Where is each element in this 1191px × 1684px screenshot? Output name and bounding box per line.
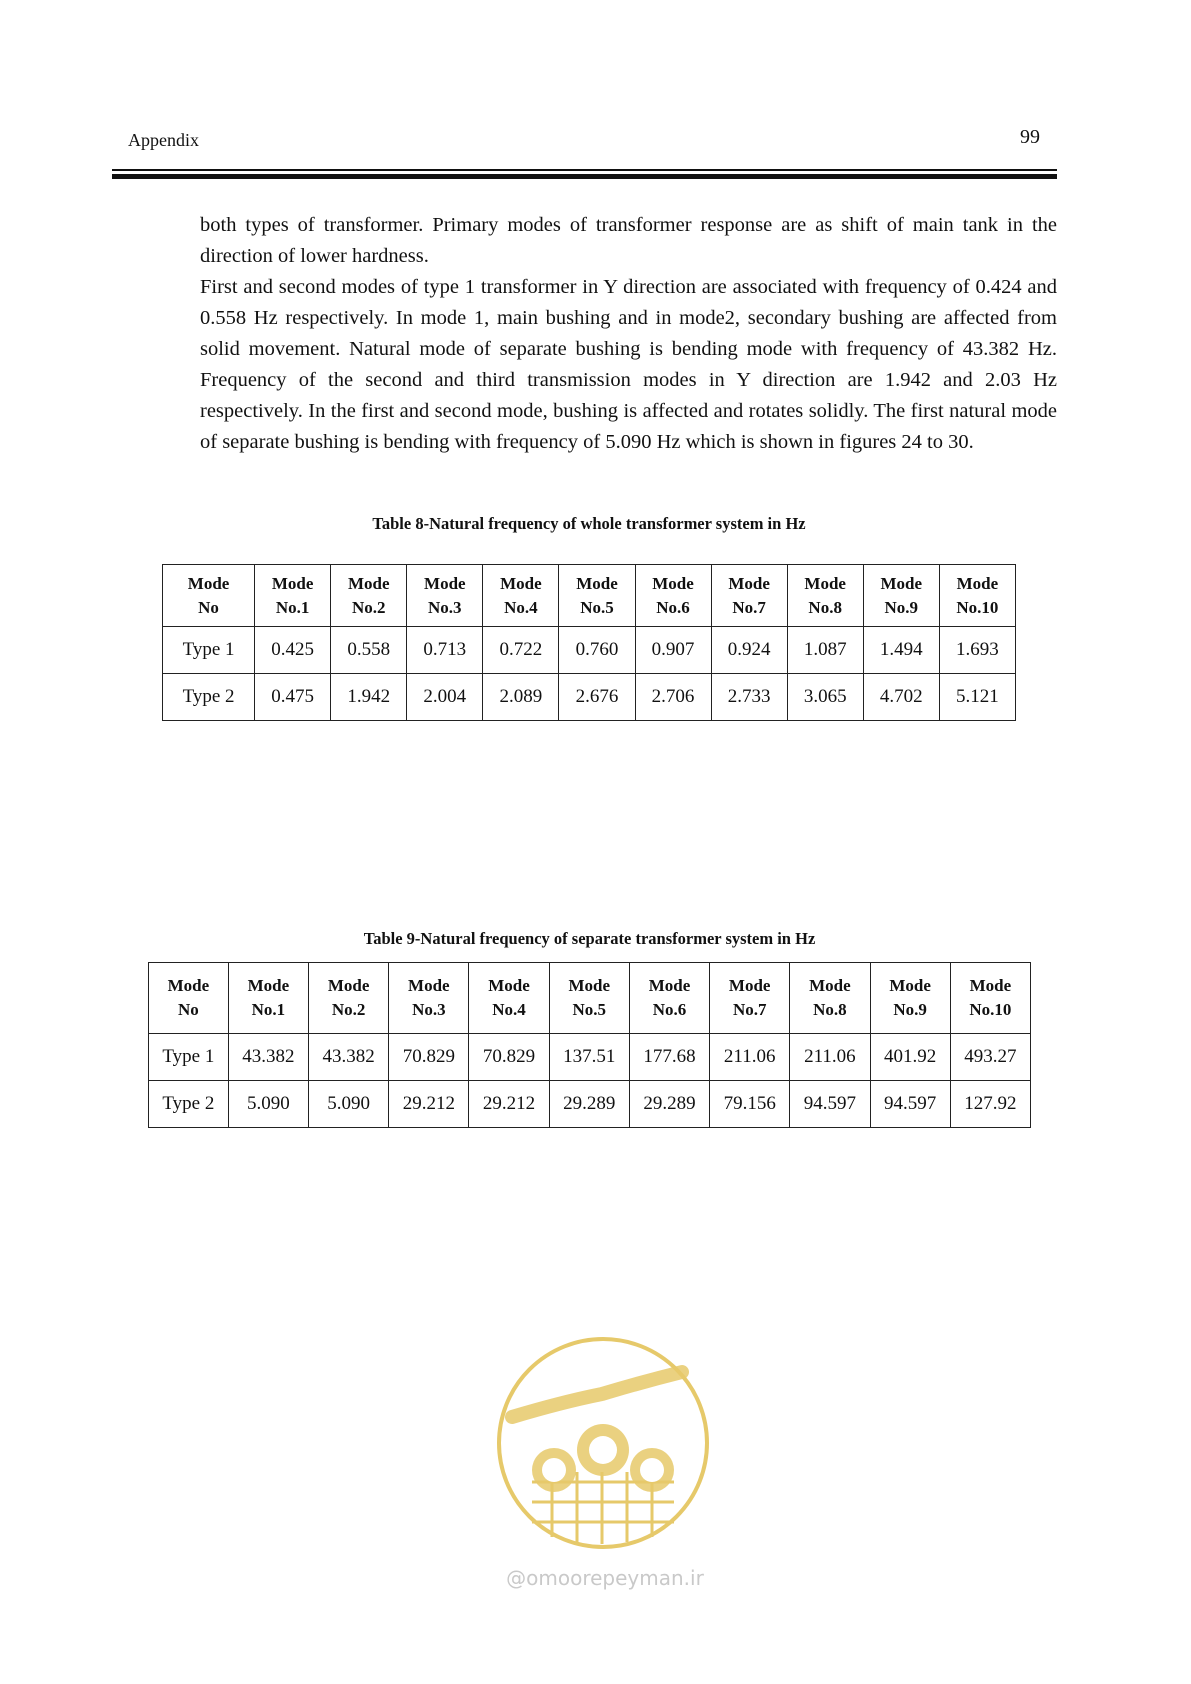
column-header: Mode No.4: [469, 963, 549, 1034]
row-label: Type 2: [149, 1081, 229, 1128]
header-rule-thick: [112, 174, 1057, 179]
table-cell: 79.156: [710, 1081, 790, 1128]
column-header: Mode No.10: [950, 963, 1030, 1034]
table-header-row: [163, 565, 1016, 627]
table-cell: 2.733: [711, 674, 787, 721]
column-header: Mode No.7: [711, 565, 787, 627]
body-text: [200, 210, 1057, 458]
table-cell: 211.06: [710, 1034, 790, 1081]
table-cell: 2.004: [407, 674, 483, 721]
row-label: Type 2: [163, 674, 255, 721]
table-cell: 29.212: [389, 1081, 469, 1128]
column-header: Mode No.3: [407, 565, 483, 627]
column-header: Mode No.2: [309, 963, 389, 1034]
seal-logo: [492, 1332, 714, 1554]
table-cell: 0.425: [255, 627, 331, 674]
table-cell: 0.722: [483, 627, 559, 674]
table-cell: 0.907: [635, 627, 711, 674]
header-rule-thin: [112, 169, 1057, 171]
column-header: Mode No.8: [790, 963, 870, 1034]
column-header: Mode No.1: [228, 963, 308, 1034]
watermark-text: @omoorepeyman.ir: [506, 1566, 704, 1590]
column-header: Mode No.4: [483, 565, 559, 627]
column-header: Mode No.10: [939, 565, 1015, 627]
page-number: 99: [1020, 126, 1040, 148]
table-cell: 1.087: [787, 627, 863, 674]
table-cell: 5.090: [228, 1081, 308, 1128]
table-cell: 4.702: [863, 674, 939, 721]
table-cell: 0.760: [559, 627, 635, 674]
table-cell: 5.090: [309, 1081, 389, 1128]
table-row: [163, 674, 1016, 721]
table-cell: 1.494: [863, 627, 939, 674]
table9: [148, 962, 1031, 1128]
column-header: Mode No.1: [255, 565, 331, 627]
column-header: Mode No: [163, 565, 255, 627]
column-header: Mode No.7: [710, 963, 790, 1034]
table-row: [149, 1081, 1031, 1128]
table-cell: 211.06: [790, 1034, 870, 1081]
table-cell: 5.121: [939, 674, 1015, 721]
table-cell: 0.924: [711, 627, 787, 674]
table-cell: 2.676: [559, 674, 635, 721]
table9-caption: Table 9-Natural frequency of separate transformer system in Hz: [363, 929, 816, 948]
column-header: Mode No.6: [635, 565, 711, 627]
running-header: Appendix: [128, 130, 199, 150]
table-cell: 2.706: [635, 674, 711, 721]
column-header: Mode No.5: [549, 963, 629, 1034]
table-cell: 29.289: [549, 1081, 629, 1128]
column-header: Mode No.6: [629, 963, 709, 1034]
column-header: Mode No.8: [787, 565, 863, 627]
table-cell: 493.27: [950, 1034, 1030, 1081]
table-cell: 3.065: [787, 674, 863, 721]
table-cell: 94.597: [790, 1081, 870, 1128]
column-header: Mode No: [149, 963, 229, 1034]
column-header: Mode No.2: [331, 565, 407, 627]
table-cell: 94.597: [870, 1081, 950, 1128]
table-cell: 70.829: [389, 1034, 469, 1081]
table-cell: 0.475: [255, 674, 331, 721]
table-row: [149, 1034, 1031, 1081]
table-cell: 137.51: [549, 1034, 629, 1081]
paragraph: both types of transformer. Primary modes of transformer response are as shift of main tank in the direction of lower hardness.: [200, 214, 1057, 267]
table-row: [163, 627, 1016, 674]
table-cell: 177.68: [629, 1034, 709, 1081]
table8: [162, 564, 1016, 721]
column-header: Mode No.9: [870, 963, 950, 1034]
table-cell: 401.92: [870, 1034, 950, 1081]
table-cell: 1.942: [331, 674, 407, 721]
seal-swash: [512, 1372, 682, 1417]
table-cell: 127.92: [950, 1081, 1030, 1128]
table-cell: 0.713: [407, 627, 483, 674]
row-label: Type 1: [149, 1034, 229, 1081]
table-cell: 29.212: [469, 1081, 549, 1128]
column-header: Mode No.9: [863, 565, 939, 627]
column-header: Mode No.3: [389, 963, 469, 1034]
table-cell: 70.829: [469, 1034, 549, 1081]
column-header: Mode No.5: [559, 565, 635, 627]
row-label: Type 1: [163, 627, 255, 674]
table-header-row: [149, 963, 1031, 1034]
at-icon: @: [506, 1566, 527, 1590]
table-cell: 43.382: [309, 1034, 389, 1081]
table-cell: 2.089: [483, 674, 559, 721]
table-cell: 29.289: [629, 1081, 709, 1128]
paragraph: First and second modes of type 1 transformer in Y direction are associated with frequency of 0.424 and 0.558 Hz respectively. In mode 1, main bushing and in mode2, secondary bushing are affected from solid movement. Natural mode of separate bushing is bending mode with frequency of 43.382 Hz. Frequency of the second and third transmission modes in Y direction are 1.942 and 2.03 Hz respectively. In the first and second mode, bushing is affected and rotates solidly. The first natural mode of separate bushing is bending with frequency of 5.090 Hz which is shown in figures 24 to 30.: [200, 276, 1057, 453]
table8-caption: Table 8-Natural frequency of whole transformer system in Hz: [372, 514, 806, 533]
table-cell: 0.558: [331, 627, 407, 674]
table-cell: 1.693: [939, 627, 1015, 674]
table-cell: 43.382: [228, 1034, 308, 1081]
